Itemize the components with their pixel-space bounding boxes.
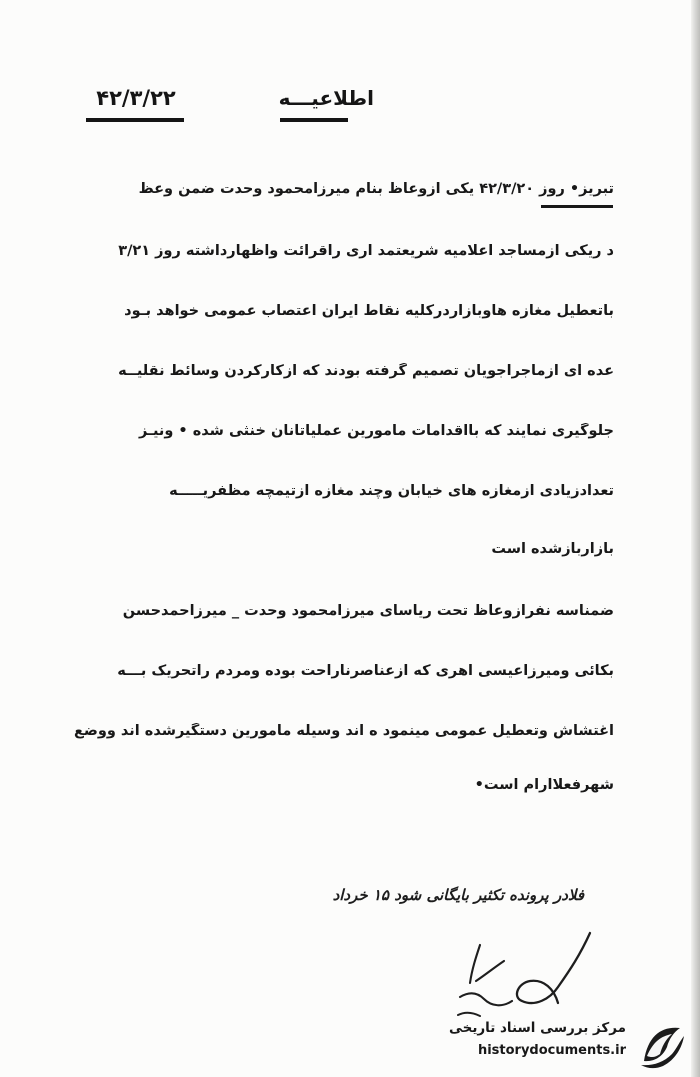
body-line: تبریز• روز ۴۲/۳/۲۰ یکی ازوعاظ بنام میرزامحمود وحدت ضمن وعظ bbox=[138, 181, 614, 197]
body-line: بکائی ومیرزاعیسی اهری که ازعناصرناراحت بوده ومردم راتحریک بـــه bbox=[117, 663, 614, 679]
watermark-text-en: historydocuments.ir bbox=[477, 1043, 626, 1058]
document-date: ۴۲/۳/۲۲ bbox=[96, 86, 176, 110]
body-line: ضمناسه نفرازوعاظ تحت ریاسای میرزامحمود وحدت _ میرزاحمدحسن bbox=[122, 603, 614, 619]
body-line: جلوگیری نمایند که بااقدامات مامورین عملیاتآنان خنثی شده • ونیـز bbox=[139, 423, 614, 439]
handwritten-annotation bbox=[320, 880, 620, 1020]
body-line: عده ای ازماجراجویان تصمیم گرفته بودند که ازکارکردن وسائط نقلیــه bbox=[118, 363, 614, 379]
watermark bbox=[395, 1015, 700, 1077]
body-line: بازاربازشده است bbox=[491, 541, 614, 557]
book-logo-icon bbox=[632, 1019, 690, 1073]
document-title: اطلاعیـــه bbox=[278, 86, 374, 110]
body-line: د ریکی ازمساجد اعلامیه شریعتمد اری راقرائت واظهارداشته روز ۳/۲۱ bbox=[118, 243, 614, 259]
body-line: تعدادزیادی ازمغازه های خیابان وچند مغازه ازتیمچه مظفریـــــه bbox=[169, 483, 614, 499]
body-line: باتعطیل مغازه هاوبازاردرکلیه نقاط ایران اعتصاب عمومی خواهد بـود bbox=[124, 303, 614, 319]
watermark-text-fa: مرکز بررسی اسناد تاریخی bbox=[448, 1020, 626, 1036]
body-line: شهرفعلاآرام است• bbox=[474, 777, 614, 793]
signature-mark bbox=[440, 915, 610, 1025]
city-underline bbox=[541, 205, 613, 208]
body-line: اغتشاش وتعطیل عمومی مینمود ه اند وسیله مامورین دستگیرشده اند ووضع bbox=[74, 723, 614, 739]
handwritten-note: فلادر پرونده تکثیر بایگانی شود ۱۵ خرداد bbox=[332, 886, 584, 904]
